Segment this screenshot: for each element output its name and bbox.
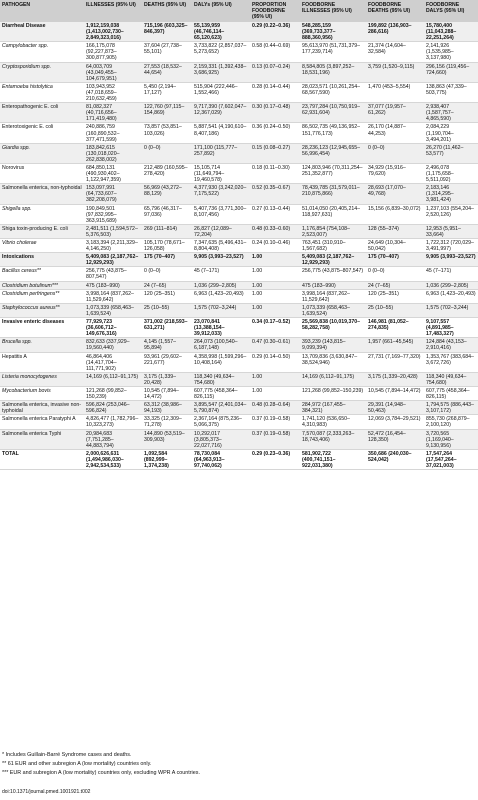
foodborne-deaths-cell: 1,470 (453–5,554) [366,82,424,102]
table-row [0,62,478,82]
illnesses-cell: 832,633 (337,929–19,560,440) [84,338,142,352]
foodborne-deaths-cell: 3,759 (1,520–9,115) [366,62,424,82]
foodborne-illnesses-cell: 25,569,838 (10,019,370–58,282,758) [300,318,366,338]
deaths-cell: 63,312 (38,986–94,193) [142,401,192,415]
foodborne-dalys-cell: 2,141,926 (1,535,985–3,137,980) [424,42,478,62]
foodborne-deaths-cell: 120 (25–351) [366,289,424,303]
illnesses-cell: 121,268 (99,852–150,239) [84,386,142,400]
dalys-cell: 1,036 (299–2,805) [192,281,250,289]
pathogen-cell: Brucella spp. [0,338,84,352]
table-row [0,415,478,429]
foodborne-dalys-cell: 12,953 (5,951–33,664) [424,224,478,238]
illnesses-cell: 14,169 (6,112–91,175) [84,372,142,386]
illnesses-cell: 475 (183–990) [84,281,142,289]
foodborne-illnesses-cell: 14,169 (6,112–91,175) [300,372,366,386]
deaths-cell: 4,145 (1,557–95,894) [142,338,192,352]
foodborne-dalys-cell: 296,156 (119,456–724,660) [424,62,478,82]
deaths-cell: 27,553 (18,532–44,654) [142,62,192,82]
proportion-cell: 0.58 (0.44–0.69) [250,42,300,62]
illnesses-cell: 190,849,501 (97,832,995–363,915,689) [84,204,142,224]
dalys-cell: 55,139,959 (46,746,114–65,120,623) [192,22,250,42]
table-row [0,318,478,338]
proportion-cell: 0.29 (0.14–0.50) [250,352,300,372]
foodborne-illnesses-cell: 23,797,284 (10,750,919–62,931,604) [300,103,366,123]
pathogen-cell: Mycobacterium bovis [0,386,84,400]
deaths-cell: 10,545 (7,894–14,472) [142,386,192,400]
foodborne-dalys-cell: 124,884 (43,153–2,910,416) [424,338,478,352]
table-row [0,22,478,42]
dalys-cell: 515,904 (222,446–1,552,466) [192,82,250,102]
foodborne-dalys-cell: 6,963 (1,423–20,493) [424,289,478,303]
foodborne-illnesses-cell: 1,176,854 (754,108–2,523,007) [300,224,366,238]
foodborne-illnesses-cell: 393,239 (143,815–9,099,394) [300,338,366,352]
foodborne-illnesses-cell: 548,285,159 (369,733,377–888,360,956) [300,22,366,42]
foodborne-illnesses-cell: 13,709,836 (3,630,847–38,524,946) [300,352,366,372]
table-row [0,338,478,352]
illnesses-cell: 183,842,615 (130,018,020–262,838,002) [84,143,142,163]
foodborne-illnesses-cell: 121,268 (99,852–150,239) [300,386,366,400]
table-row [0,103,478,123]
proportion-cell: 0.36 (0.24–0.50) [250,123,300,143]
dalys-cell: 2,367,164 (875,236–5,066,375) [192,415,250,429]
deaths-cell: 5,450 (2,194–17,127) [142,82,192,102]
foodborne-deaths-cell: 25 (10–55) [366,303,424,317]
deaths-cell: 105,170 (78,671–126,058) [142,239,192,253]
illnesses-cell: 77,929,723 (36,606,712–149,676,316) [84,318,142,338]
foodborne-deaths-cell: 28,693 (17,070–49,768) [366,184,424,204]
proportion-cell: 0.37 (0.19–0.58) [250,429,300,449]
foodborne-dalys-cell: 2,938,407 (1,587,757–4,865,590) [424,103,478,123]
foodborne-illnesses-cell: 1,073,339 (658,463–1,639,524) [300,303,366,317]
header-dalys: DALYs (95% UI) [192,0,250,22]
pathogen-cell: Cryptosporidium spp. [0,62,84,82]
dalys-cell: 23,070,841 (13,388,154–39,912,033) [192,318,250,338]
header-deaths: DEATHS (95% UI) [142,0,192,22]
pathogen-cell: Norovirus [0,163,84,183]
table-header-row [0,0,478,22]
pathogen-cell: Bacillus cereus** [0,267,84,281]
foodborne-dalys-cell: 2,496,078 (1,175,658–5,511,092) [424,163,478,183]
deaths-cell: 65,796 (46,317–97,036) [142,204,192,224]
foodborne-dalys-cell: 1,722,312 (720,029–3,491,997) [424,239,478,253]
table-row [0,184,478,204]
foodborne-illnesses-cell: 8,584,805 (3,897,252–18,531,196) [300,62,366,82]
table-row [0,281,478,289]
pathogen-cell: Vibrio cholerae [0,239,84,253]
deaths-cell: 25 (10–55) [142,303,192,317]
illnesses-cell: 256,775 (43,875–807,547) [84,267,142,281]
foodborne-deaths-cell: 34,929 (15,916–79,620) [366,163,424,183]
pathogen-cell: Staphylococcus aureus** [0,303,84,317]
pathogen-cell: Salmonella enterica, invasive non-typhoidal [0,401,84,415]
dalys-cell: 78,730,084 (64,963,913–97,740,062) [192,449,250,469]
header-proportion-foodborne: PROPORTION FOODBORNE (95% UI) [250,0,300,22]
doi-reference: doi:10.1371/journal.pmed.1001921.t002 [2,789,91,795]
pathogen-cell: Salmonella enterica Paratyphi A [0,415,84,429]
proportion-cell: 0.24 (0.10–0.46) [250,239,300,253]
foodborne-deaths-cell: 3,175 (1,339–20,428) [366,372,424,386]
foodborne-deaths-cell: 52,472 (16,454–128,350) [366,429,424,449]
foodborne-dalys-cell: 855,730 (268,879–2,100,120) [424,415,478,429]
foodborne-illnesses-cell: 51,014,050 (20,405,214–118,927,631) [300,204,366,224]
proportion-cell: 0.52 (0.35–0.67) [250,184,300,204]
illnesses-cell: 103,943,952 (47,018,659–210,632,459) [84,82,142,102]
header-illnesses: ILLNESSES (95% UI) [84,0,142,22]
foodborne-dalys-cell: 1,794,575 (886,443–3,107,172) [424,401,478,415]
proportion-cell: 0.27 (0.13–0.44) [250,204,300,224]
foodborne-illnesses-cell: 7,570,087 (2,333,263–18,743,406) [300,429,366,449]
foodborne-deaths-cell: 27,731 (7,169–77,320) [366,352,424,372]
deaths-cell: 24 (7–65) [142,281,192,289]
pathogen-cell: Intoxications [0,253,84,267]
dalys-cell: 264,073 (100,540–6,187,148) [192,338,250,352]
dalys-cell: 4,377,930 (3,242,020–7,175,522) [192,184,250,204]
foodborne-illnesses-cell: 28,023,571 (10,261,254–68,567,590) [300,82,366,102]
illnesses-cell: 2,481,511 (1,594,572–5,376,503) [84,224,142,238]
dalys-cell: 9,717,390 (7,602,047–12,367,029) [192,103,250,123]
deaths-cell: 120 (25–351) [142,289,192,303]
dalys-cell: 45 (7–171) [192,267,250,281]
deaths-cell: 0 (0–0) [142,143,192,163]
foodborne-deaths-cell: 1,957 (661–45,545) [366,338,424,352]
table-row [0,401,478,415]
pathogen-cell: Enterotoxigenic E. coli [0,123,84,143]
proportion-cell: 0.13 (0.07–0.24) [250,62,300,82]
pathogen-cell: Clostridium botulinum*** [0,281,84,289]
deaths-cell: 3,175 (1,339–20,428) [142,372,192,386]
proportion-cell: 0.15 (0.08–0.27) [250,143,300,163]
table-row [0,352,478,372]
proportion-cell: 0.34 (0.17–0.52) [250,318,300,338]
foodborne-illnesses-cell: 475 (183–990) [300,281,366,289]
pathogen-cell: Salmonella enterica Typhi [0,429,84,449]
foodborne-dalys-cell: 607,775 (458,364–826,115) [424,386,478,400]
dalys-cell: 9,905 (3,993–23,527) [192,253,250,267]
table-row [0,42,478,62]
proportion-cell: 1.00 [250,253,300,267]
illnesses-cell: 46,864,406 (14,417,704–111,771,902) [84,352,142,372]
foodborne-dalys-cell: 45 (7–171) [424,267,478,281]
foodborne-deaths-cell: 146,981 (81,052–274,835) [366,318,424,338]
proportion-cell: 0.30 (0.17–0.48) [250,103,300,123]
foodborne-dalys-cell: 1,353,767 (383,684–3,672,726) [424,352,478,372]
foodborne-deaths-cell: 350,686 (240,030–524,042) [366,449,424,469]
foodborne-dalys-cell: 17,547,264 (17,547,264–37,021,003) [424,449,478,469]
dalys-cell: 3,895,547 (2,401,034–5,790,874) [192,401,250,415]
foodborne-deaths-cell: 21,374 (14,604–32,584) [366,42,424,62]
table-row [0,239,478,253]
foodborne-deaths-cell: 0 (0–0) [366,143,424,163]
foodborne-illnesses-cell: 256,775 (43,875–807,547) [300,267,366,281]
deaths-cell: 715,196 (603,325–846,397) [142,22,192,42]
illnesses-cell: 5,409,083 (2,187,762–12,929,293) [84,253,142,267]
table-row [0,289,478,303]
pathogen-cell: Salmonella enterica, non-typhoidal [0,184,84,204]
table-row [0,204,478,224]
illnesses-cell: 3,998,164 (837,262–11,529,642) [84,289,142,303]
foodborne-illnesses-cell: 28,236,123 (12,945,655–56,996,454) [300,143,366,163]
foodborne-dalys-cell: 15,780,400 (11,043,288–22,251,264) [424,22,478,42]
foodborne-dalys-cell: 118,340 (49,634–754,680) [424,372,478,386]
table-row [0,163,478,183]
table-row [0,449,478,469]
header-foodborne-deaths: FOODBORNE DEATHS (95% UI) [366,0,424,22]
footnote: *** EUR and subregion A (low mortality) countries only, excluding WPR A countries. [2,770,200,776]
table-row [0,224,478,238]
table-body [0,22,478,470]
proportion-cell: 0.47 (0.30–0.61) [250,338,300,352]
deaths-cell: 175 (70–407) [142,253,192,267]
proportion-cell: 0.48 (0.33–0.60) [250,224,300,238]
dalys-cell: 5,407,736 (3,771,300–8,107,456) [192,204,250,224]
illnesses-cell: 20,984,683 (7,751,285–44,883,794) [84,429,142,449]
deaths-cell: 73,857 (53,851–103,026) [142,123,192,143]
pathogen-cell: Listeria monocytogenes [0,372,84,386]
dalys-cell: 607,775 (458,364–826,115) [192,386,250,400]
pathogen-cell: Diarrheal Disease [0,22,84,42]
deaths-cell: 269 (111–814) [142,224,192,238]
illnesses-cell: 1,912,159,038 (1,413,002,730–2,849,323,016) [84,22,142,42]
header-foodborne-dalys: FOODBORNE DALYS (95% UI) [424,0,478,22]
foodborne-dalys-cell: 26,270 (11,462–53,577) [424,143,478,163]
footnote: * Includes Guillain-Barré Syndrome cases and deaths. [2,752,132,758]
proportion-cell: 0.48 (0.28–0.64) [250,401,300,415]
dalys-cell: 7,347,635 (5,496,431–8,804,408) [192,239,250,253]
deaths-cell: 56,969 (43,272–88,129) [142,184,192,204]
foodborne-dalys-cell: 2,084,229 (1,190,704–3,494,201) [424,123,478,143]
header-pathogen: PATHOGEN [0,0,84,22]
table-row [0,386,478,400]
proportion-cell: 1.00 [250,281,300,289]
pathogen-cell: Hepatitis A [0,352,84,372]
proportion-cell: 0.29 (0.23–0.36) [250,449,300,469]
foodborne-dalys-cell: 1,036 (299–2,805) [424,281,478,289]
proportion-cell: 1.00 [250,386,300,400]
foodborne-illnesses-cell: 284,972 (167,455–384,321) [300,401,366,415]
illnesses-cell: 3,183,394 (2,211,329–4,146,250) [84,239,142,253]
foodborne-illnesses-cell: 581,902,722 (400,741,151–922,031,380) [300,449,366,469]
deaths-cell: 212,489 (160,595–278,420) [142,163,192,183]
illnesses-cell: 4,826,477 (1,782,796–10,323,273) [84,415,142,429]
table-row [0,253,478,267]
table-row [0,143,478,163]
pathogen-cell: Clostridium perfringens** [0,289,84,303]
foodborne-deaths-cell: 0 (0–0) [366,267,424,281]
foodborne-deaths-cell: 24,649 (10,304–50,042) [366,239,424,253]
proportion-cell: 1.00 [250,267,300,281]
dalys-cell: 15,105,714 (11,649,794–19,460,578) [192,163,250,183]
foodborne-dalys-cell: 3,720,565 (1,169,040–9,130,956) [424,429,478,449]
proportion-cell: 1.00 [250,289,300,303]
illnesses-cell: 153,097,991 (64,733,607–382,208,079) [84,184,142,204]
deaths-cell: 1,092,584 (892,999–1,374,238) [142,449,192,469]
illnesses-cell: 81,082,327 (40,716,656–171,419,480) [84,103,142,123]
dalys-cell: 1,575 (702–3,244) [192,303,250,317]
table-row [0,303,478,317]
foodborne-illnesses-cell: 124,803,946 (70,311,254–251,352,877) [300,163,366,183]
foodborne-deaths-cell: 24 (7–65) [366,281,424,289]
pathogen-cell: Entamoeba histolytica [0,82,84,102]
proportion-cell: 1.00 [250,303,300,317]
footnote: ** 61 EUR and other subregion A (low mortality) countries only. [2,761,152,767]
foodborne-illnesses-cell: 3,998,164 (837,262–11,529,642) [300,289,366,303]
illnesses-cell: 240,886,759 (160,890,532–377,471,599) [84,123,142,143]
pathogen-cell: Invasive enteric diseases [0,318,84,338]
proportion-cell: 0.29 (0.22–0.36) [250,22,300,42]
pathogen-cell: Giardia spp. [0,143,84,163]
pathogen-cell: Shiga toxin-producing E. coli [0,224,84,238]
foodborne-deaths-cell: 15,156 (6,839–30,072) [366,204,424,224]
foodborne-deaths-cell: 37,077 (19,957–61,262) [366,103,424,123]
foodborne-deaths-cell: 29,391 (14,948–50,463) [366,401,424,415]
foodborne-illnesses-cell: 78,439,785 (31,579,011–210,875,866) [300,184,366,204]
table-row [0,82,478,102]
illnesses-cell: 166,175,078 (92,227,873–300,877,905) [84,42,142,62]
dalys-cell: 5,887,541 (4,190,610–8,407,186) [192,123,250,143]
illnesses-cell: 684,850,131 (490,930,402–1,122,947,359) [84,163,142,183]
proportion-cell: 0.37 (0.19–0.58) [250,415,300,429]
proportion-cell: 1.00 [250,372,300,386]
pathogen-cell: Enteropathogenic E. coli [0,103,84,123]
dalys-cell: 2,159,331 (1,392,438–3,686,925) [192,62,250,82]
deaths-cell: 0 (0–0) [142,267,192,281]
foodborne-deaths-cell: 199,892 (136,903–286,616) [366,22,424,42]
header-foodborne-illnesses: FOODBORNE ILLNESSES (95% UI) [300,0,366,22]
deaths-cell: 144,890 (53,519–309,903) [142,429,192,449]
dalys-cell: 171,100 (115,777–257,892) [192,143,250,163]
illnesses-cell: 1,073,339 (658,463–1,639,524) [84,303,142,317]
table-row [0,429,478,449]
foodborne-dalys-cell: 1,237,103 (554,204–2,520,126) [424,204,478,224]
proportion-cell: 0.28 (0.14–0.44) [250,82,300,102]
illnesses-cell: 596,824 (253,046–596,824) [84,401,142,415]
foodborne-dalys-cell: 1,575 (702–3,244) [424,303,478,317]
dalys-cell: 3,733,822 (2,857,037–5,273,652) [192,42,250,62]
foodborne-deaths-cell: 26,170 (14,887–44,253) [366,123,424,143]
deaths-cell: 37,604 (27,738–55,101) [142,42,192,62]
table-row [0,267,478,281]
foodborne-dalys-cell: 138,863 (47,339–503,775) [424,82,478,102]
foodborne-illnesses-cell: 95,613,970 (51,731,379–177,239,714) [300,42,366,62]
dalys-cell: 10,292,017 (3,805,373–22,027,716) [192,429,250,449]
illnesses-cell: 64,003,709 (43,049,455–104,679,951) [84,62,142,82]
foodborne-illnesses-cell: 86,502,735 (49,136,952–151,776,173) [300,123,366,143]
foodborne-illnesses-cell: 5,409,083 (2,187,762–12,929,293) [300,253,366,267]
deaths-cell: 33,325 (12,309–71,278) [142,415,192,429]
illnesses-cell: 2,000,626,631 (1,494,986,030–2,942,534,533) [84,449,142,469]
table-row [0,372,478,386]
foodborne-illnesses-cell: 763,451 (310,910–1,567,682) [300,239,366,253]
dalys-cell: 26,827 (12,089–72,204) [192,224,250,238]
foodborne-illnesses-cell: 1,741,120 (536,650–4,310,983) [300,415,366,429]
deaths-cell: 122,760 (97,115–154,869) [142,103,192,123]
foodborne-deaths-cell: 175 (70–407) [366,253,424,267]
pathogen-cell: TOTAL [0,449,84,469]
foodborne-dalys-cell: 9,905 (3,993–23,527) [424,253,478,267]
foodborne-deaths-cell: 12,069 (3,784–29,521) [366,415,424,429]
foodborne-dalys-cell: 9,107,557 (4,891,985–17,483,327) [424,318,478,338]
foodborne-deaths-cell: 10,545 (7,894–14,472) [366,386,424,400]
foodborne-deaths-cell: 128 (55–374) [366,224,424,238]
foodborne-dalys-cell: 2,183,146 (1,314,295–3,981,424) [424,184,478,204]
dalys-cell: 118,340 (49,634–754,680) [192,372,250,386]
deaths-cell: 371,002 (218,593–631,271) [142,318,192,338]
pathogen-cell: Campylobacter spp. [0,42,84,62]
proportion-cell: 0.18 (0.11–0.30) [250,163,300,183]
dalys-cell: 4,358,998 (1,599,296–10,408,164) [192,352,250,372]
pathogen-cell: Shigella spp. [0,204,84,224]
deaths-cell: 93,961 (29,602–221,677) [142,352,192,372]
table-row [0,123,478,143]
dalys-cell: 6,963 (1,423–20,493) [192,289,250,303]
